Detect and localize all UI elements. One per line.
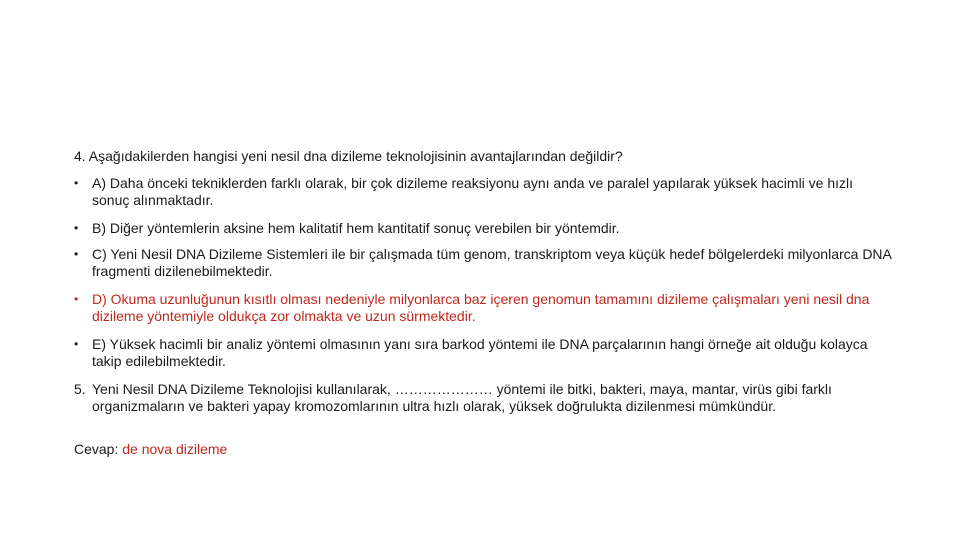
question-5-number: 5. <box>74 381 86 397</box>
option-a <box>74 175 894 209</box>
question-5 <box>74 381 894 415</box>
option-e-text: E) Yüksek hacimli bir analiz yöntemi olmasının yanı sıra barkod yöntemi ile DNA parçalarının hangi örneğe ait olduğu kolayca takip edilebilmektedir. <box>92 336 868 369</box>
bullet-icon: • <box>74 221 79 235</box>
option-e <box>74 336 894 370</box>
question-4-title: 4. Aşağıdakilerden hangisi yeni nesil dna dizileme teknolojisinin avantajlarından değildir? <box>74 148 623 164</box>
question-5-text: Yeni Nesil DNA Dizileme Teknolojisi kullanılarak, ………………… yöntemi ile bitki, bakteri, maya, mantar, virüs gibi farklı organizmaların ve bakteri yapay kromozomlarının ultra hızlı olarak, yüksek doğrulukta dizilenmesi mümkündür. <box>92 381 832 414</box>
answer-line <box>74 441 227 458</box>
option-d-correct <box>74 291 894 325</box>
option-d-text: D) Okuma uzunluğunun kısıtlı olması nedeniyle milyonlarca baz içeren genomun tamamını dizileme çalışmaları yeni nesil dna dizileme yöntemiyle oldukça zor olmakta ve uzun sürmektedir. <box>92 291 870 324</box>
bullet-icon: • <box>74 292 79 306</box>
bullet-icon: • <box>74 176 79 190</box>
option-a-text: A) Daha önceki tekniklerden farklı olarak, bir çok dizileme reaksiyonu aynı anda ve paralel yapılarak yüksek hacimli ve hızlı sonuç alınmaktadır. <box>92 175 854 208</box>
answer-label: Cevap: <box>74 441 123 457</box>
option-b-text: B) Diğer yöntemlerin aksine hem kalitatif hem kantitatif sonuç verebilen bir yöntemdir. <box>92 220 620 236</box>
option-c <box>74 246 894 280</box>
bullet-icon: • <box>74 247 79 261</box>
option-b <box>74 220 894 237</box>
answer-value: de nova dizileme <box>122 441 228 457</box>
option-c-text: C) Yeni Nesil DNA Dizileme Sistemleri ile bir çalışmada tüm genom, transkriptom veya küçük hedef bölgelerdeki milyonlarca DNA fragmenti dizilenebilmektedir. <box>92 246 892 279</box>
bullet-icon: • <box>74 337 79 351</box>
